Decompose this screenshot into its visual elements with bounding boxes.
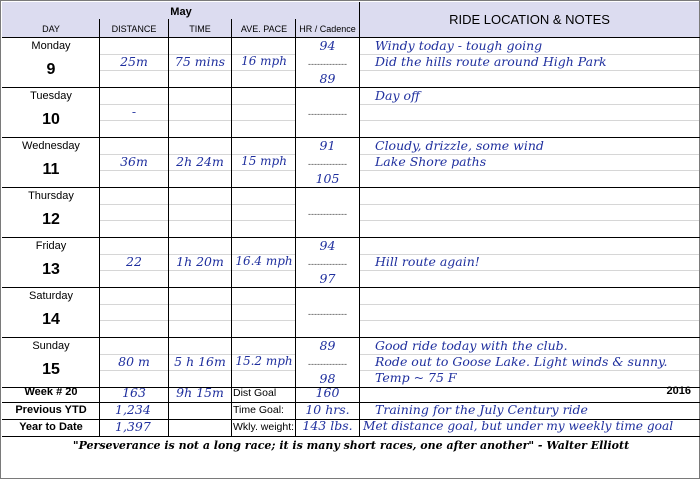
col-header-day: DAY <box>42 24 60 34</box>
time-goal-value: 10 hrs. <box>305 402 350 417</box>
weight-label: Wkly. weight: <box>233 421 295 433</box>
time-value: 75 mins <box>174 54 226 69</box>
row-guide-line <box>100 270 295 271</box>
time-value: 2h 24m <box>176 154 224 169</box>
note-line: Good ride today with the club. <box>375 338 568 353</box>
year-to-date-label: Year to Date <box>19 421 83 433</box>
total-note: Met distance goal, but under my weekly time goal <box>363 419 674 433</box>
row-guide-line <box>100 70 295 71</box>
hr-top-value: 94 <box>319 238 336 253</box>
notes-guide-line <box>360 320 699 321</box>
hr-bottom-value: 89 <box>319 71 336 86</box>
pace-value: 15.2 mph <box>235 354 293 368</box>
year-to-date-value: 1,397 <box>115 419 151 434</box>
distance-value: 80 m <box>118 354 150 369</box>
row-guide-line <box>100 320 295 321</box>
year-label: 2016 <box>666 385 691 397</box>
notes-guide-line <box>360 204 699 205</box>
row-guide-line <box>100 370 295 371</box>
day-number: 13 <box>42 261 60 278</box>
hr-separator: ------------- <box>308 259 347 269</box>
note-line: Cloudy, drizzle, some wind <box>375 138 544 153</box>
hr-top-value: 91 <box>319 138 336 153</box>
quote: "Perseverance is not a long race; it is many short races, one after another" - Walter Elliott <box>72 439 630 452</box>
hr-separator: ------------- <box>308 209 347 219</box>
ytd-distance: 1,234 <box>115 402 151 417</box>
week-label: Week # 20 <box>24 386 78 398</box>
distance-value: 25m <box>120 54 148 69</box>
day-name: Wednesday <box>22 140 80 152</box>
row-guide-line <box>100 304 295 305</box>
note-line: Did the hills route around High Park <box>375 54 607 69</box>
notes-guide-line <box>360 170 699 171</box>
note-line: Windy today - tough going <box>375 38 543 53</box>
hr-separator: ------------- <box>308 159 347 169</box>
day-name: Tuesday <box>30 90 72 102</box>
notes-title: RIDE LOCATION & NOTES <box>449 12 610 27</box>
note-line: Day off <box>375 88 420 103</box>
row-guide-line <box>100 120 295 121</box>
hr-bottom-value: 98 <box>319 371 336 386</box>
notes-guide-line <box>360 270 699 271</box>
ytd-note: Training for the July Century ride <box>375 402 588 417</box>
row-divider <box>2 287 700 288</box>
week-time: 9h 15m <box>176 385 224 400</box>
day-number: 14 <box>42 311 60 328</box>
hr-top-value: 89 <box>319 338 336 353</box>
notes-guide-line <box>360 70 699 71</box>
day-number: 9 <box>46 61 56 78</box>
day-name: Friday <box>35 240 67 252</box>
day-name: Thursday <box>28 190 74 202</box>
week-distance: 163 <box>122 385 146 400</box>
day-number: 12 <box>42 211 60 228</box>
time-value: 5 h 16m <box>174 354 226 369</box>
notes-guide-line <box>360 304 699 305</box>
ytd-label: Previous YTD <box>15 404 87 416</box>
col-header-time: TIME <box>189 24 211 34</box>
hr-separator: ------------- <box>308 109 347 119</box>
note-line: Hill route again! <box>375 254 480 269</box>
pace-value: 16.4 mph <box>235 254 293 268</box>
hr-separator: ------------- <box>308 359 347 369</box>
hr-separator: ------------- <box>308 59 347 69</box>
summary-divider <box>2 436 700 437</box>
col-header-pace: AVE. PACE <box>240 24 288 34</box>
note-line: Rode out to Goose Lake. Light winds & sunny. <box>375 354 668 369</box>
day-name: Sunday <box>32 340 70 352</box>
row-divider <box>2 187 700 188</box>
notes-guide-line <box>360 104 699 105</box>
day-number: 11 <box>42 161 60 178</box>
hr-separator: ------------- <box>308 309 347 319</box>
time-goal-label: Time Goal: <box>233 404 284 416</box>
row-guide-line <box>100 204 295 205</box>
month-label: May <box>170 6 192 18</box>
row-guide-line <box>100 220 295 221</box>
distance-value: - <box>131 104 137 119</box>
col-header-hr: HR / Cadence <box>299 24 356 34</box>
column-divider <box>231 19 232 436</box>
notes-guide-line <box>360 120 699 121</box>
weight-value: 143 lbs. <box>302 418 353 433</box>
dist-goal-value: 160 <box>315 385 340 400</box>
pace-value: 16 mph <box>241 54 287 68</box>
column-divider <box>168 19 169 436</box>
notes-column-divider <box>359 2 360 19</box>
dist-goal-label: Dist Goal <box>233 387 277 399</box>
time-value: 1h 20m <box>176 254 224 269</box>
distance-value: 22 <box>126 254 142 269</box>
note-line: Temp ~ 75 F <box>375 370 457 385</box>
day-number: 15 <box>42 361 60 378</box>
hr-top-value: 94 <box>319 38 336 53</box>
day-name: Saturday <box>28 290 74 302</box>
distance-value: 36m <box>120 154 148 169</box>
col-header-distance: DISTANCE <box>111 24 157 34</box>
column-divider <box>99 19 100 436</box>
hr-bottom-value: 97 <box>319 271 336 286</box>
pace-value: 15 mph <box>241 154 287 168</box>
hr-bottom-value: 105 <box>315 171 340 186</box>
notes-guide-line <box>360 220 699 221</box>
day-number: 10 <box>42 111 60 128</box>
column-divider <box>359 19 360 436</box>
row-guide-line <box>100 170 295 171</box>
day-name: Monday <box>31 40 71 52</box>
note-line: Lake Shore paths <box>375 154 487 169</box>
row-divider <box>2 87 700 88</box>
